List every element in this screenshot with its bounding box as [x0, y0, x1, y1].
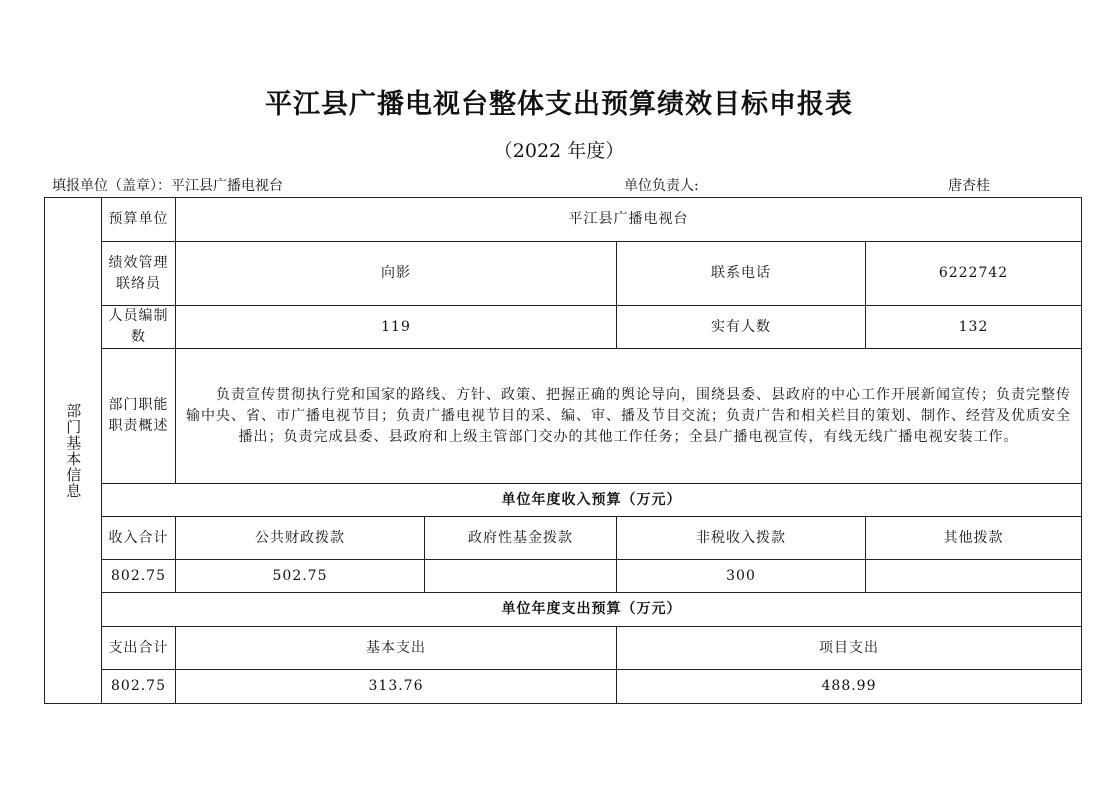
staff-label: 人员编制数: [102, 306, 176, 349]
page-title: 平江县广播电视台整体支出预算绩效目标申报表: [265, 89, 853, 120]
leader-label: 单位负责人:: [624, 178, 699, 194]
table-row: [45, 670, 1082, 704]
filing-unit: 填报单位（盖章）：平江县广播电视台: [52, 178, 283, 194]
table-row: [45, 484, 1082, 517]
expense-total-label: 支出合计: [102, 627, 176, 670]
income-col-other: 其他拨款: [866, 517, 1082, 560]
table-row: [45, 349, 1082, 484]
expense-col-basic: 基本支出: [176, 627, 617, 670]
page-subtitle: （2022 年度）: [493, 140, 625, 162]
duty-text: 负责宣传贯彻执行党和国家的路线、方针、政策、把握正确的舆论导向，围绕县委、县政府的中心工作开展新闻宣传；负责完整传输中央、省、市广播电视节目；负责广播电视节目的采、编、审、播及节目交流；负责广告和相关栏目的策划、制作、经营及优质安全播出；负责完成县委、县政府和上级主管部门交办的其他工作任务；全县广播电视宣传，有线无线广播电视安装工作。: [186, 386, 1071, 445]
income-public-finance-value: 502.75: [176, 560, 425, 593]
table-row: [45, 627, 1082, 670]
expense-heading: 单位年度支出预算（万元）: [102, 593, 1082, 627]
phone-value: 6222742: [866, 242, 1082, 306]
contact-label: 绩效管理联络员: [102, 242, 176, 306]
table-row: [45, 242, 1082, 306]
expense-col-project: 项目支出: [617, 627, 1082, 670]
expense-total-value: 802.75: [102, 670, 176, 704]
income-total-value: 802.75: [102, 560, 176, 593]
actual-value: 132: [866, 306, 1082, 349]
leader-name: 唐杏桂: [948, 178, 990, 194]
income-other-value: [866, 560, 1082, 593]
income-total-label: 收入合计: [102, 517, 176, 560]
phone-label: 联系电话: [617, 242, 866, 306]
budget-unit-value: 平江县广播电视台: [176, 198, 1082, 242]
income-heading: 单位年度收入预算（万元）: [102, 484, 1082, 517]
expense-project-value: 488.99: [617, 670, 1082, 704]
actual-label: 实有人数: [617, 306, 866, 349]
table-row: [45, 593, 1082, 627]
budget-unit-label: 预算单位: [102, 198, 176, 242]
budget-form-table: [44, 197, 1082, 704]
duty-label: 部门职能职责概述: [102, 349, 176, 484]
table-row: [45, 306, 1082, 349]
income-col-public-finance: 公共财政拨款: [176, 517, 425, 560]
income-col-non-tax: 非税收入拨款: [617, 517, 866, 560]
income-gov-fund-value: [425, 560, 617, 593]
income-non-tax-value: 300: [617, 560, 866, 593]
duty-cell: [176, 349, 1082, 484]
contact-value: 向影: [176, 242, 617, 306]
table-row: [45, 198, 1082, 242]
expense-basic-value: 313.76: [176, 670, 617, 704]
table-row: [45, 517, 1082, 560]
section-label: 部门基本信息: [45, 198, 102, 704]
income-col-gov-fund: 政府性基金拨款: [425, 517, 617, 560]
table-row: [45, 560, 1082, 593]
staff-value: 119: [176, 306, 617, 349]
